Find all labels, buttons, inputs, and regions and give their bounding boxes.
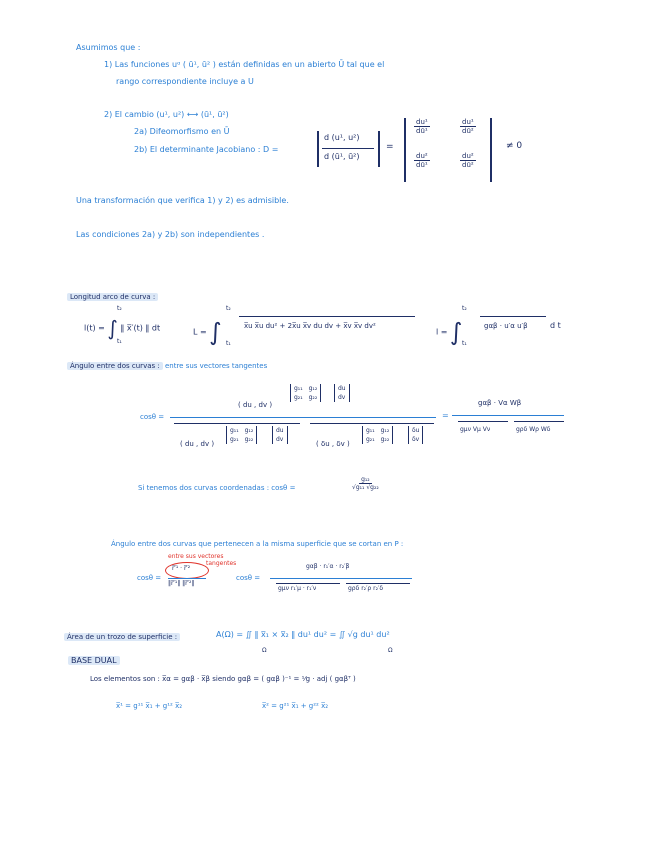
surface-cos2-radical-1 (276, 583, 340, 584)
angle-den-matrix-1: g₁₁ g₁₂ g₂₁ g₂₂ (226, 426, 257, 444)
angle-rhs-den-2: gρδ Wρ Wδ (516, 426, 551, 433)
matrix-bar-left (404, 118, 406, 182)
jacobian-fraction-line (322, 148, 374, 149)
angle-rhs-radical-2 (514, 421, 564, 422)
surface-cos-lhs-2: cosθ = (236, 574, 261, 582)
area-omega-2: Ω (388, 647, 393, 654)
arc-formula-L-lower: t₁ (226, 340, 231, 347)
matrix-cell-11: $\frac{\text{du¹}}{\text{dū¹}}$ (416, 118, 428, 135)
matrix-bar-right (490, 118, 492, 182)
matrix-cell-22: $\frac{\text{du²}}{\text{dū²}}$ (462, 152, 474, 169)
surface-cos1-denominator: ‖r̅′¹‖ ‖r̅′²‖ (168, 580, 195, 587)
surface-cos2-fraction-line (270, 578, 412, 579)
arc-formula-l-body: gαβ · u′α u′β (484, 322, 528, 330)
tangent-vectors-note-1: entre sus vectores (168, 553, 224, 560)
arc-formula-l-dt: d t (550, 321, 561, 330)
condition-1-line-2: rango correspondiente incluye a U (116, 77, 254, 86)
arc-formula-l: l = ∫ (436, 318, 463, 346)
condition-1-line-1: 1) Las funciones uᵅ ( ū¹, ū² ) están definidas en un abierto Ū tal que el (104, 60, 385, 69)
angle-main-fraction-line (170, 417, 436, 418)
arc-formula-L-body: x̅u x̅u du² + 2x̅u x̅v du dv + x̅v x̅v dv² (244, 322, 376, 330)
arc-formula-l-upper: t₂ (462, 305, 467, 312)
angle-den-radical-2 (310, 423, 434, 424)
arc-formula-l-lower: t₁ (462, 340, 467, 347)
angle-den-radical-1 (174, 423, 300, 424)
matrix-cell-21: $\frac{\text{du²}}{\text{dū¹}}$ (416, 152, 428, 169)
arc-formula-L: L = ∫ (193, 318, 222, 346)
coordinate-curves-text: Si tenemos dos curvas coordenadas : cosθ = (138, 484, 296, 492)
surface-cos1-fraction-line (168, 578, 206, 579)
arc-formula-L-upper: t₂ (226, 305, 231, 312)
angle-rhs-den-1: gμν Vμ Vν (460, 426, 491, 433)
nonzero-symbol: ≠ 0 (506, 141, 523, 151)
arc-formula-l-radical (480, 316, 546, 317)
surface-cos1-numerator: r̅′¹ · r̅′² (172, 565, 191, 572)
arc-formula-lt-upper: t₂ (117, 305, 122, 312)
angle-num-column: du dv (334, 384, 350, 402)
angle-num-matrix: g₁₁ g₁₂ g₂₁ g₂₂ (290, 384, 321, 402)
angle-label-row (67, 362, 267, 370)
arc-formula-L-radical (239, 316, 415, 317)
condition-2b: 2b) El determinante Jacobiano : D = (134, 145, 279, 154)
angle-rhs-radical-1 (458, 421, 508, 422)
area-formula: A(Ω) = ∬ ‖ x̅₁ × x̅₂ ‖ du¹ du² = ∬ √g du¹ du² (216, 630, 390, 639)
tangent-vectors-note-2: tangentes (206, 560, 237, 567)
area-omega-1: Ω (262, 647, 267, 654)
angle-cos-lhs: cosθ = (140, 413, 165, 421)
jacobian-numerator: d (u¹, u²) (324, 133, 360, 142)
independence-statement: Las condiciones 2a) y 2b) son independientes . (76, 230, 265, 239)
matrix-cell-12: $\frac{\text{du¹}}{\text{dū²}}$ (462, 118, 474, 135)
jacobian-bar-left (317, 131, 319, 167)
angle-den-matrix-2: g₁₁ g₁₂ g₂₁ g₂₂ (362, 426, 393, 444)
condition-2: 2) El cambio (u¹, u²) ⟷ (ū¹, ū²) (104, 110, 229, 119)
surface-cos2-numerator: gαβ · r₁′α · r₂′β (306, 563, 350, 570)
dual-basis-eq-1: x̅¹ = g¹¹ x̅₁ + g¹² x̅₂ (116, 702, 183, 710)
arc-formula-lt-lower: t₁ (117, 338, 122, 345)
surface-cos2-den-1: gμν r₁′μ · r₁′ν (278, 585, 317, 592)
coordinate-curves-fraction: $\frac{\text{g₁₂}}{\text{√g₁₁ √g₂₂}}$ (352, 476, 379, 491)
angle-den-vector-2: ( δu , δv ) (316, 440, 350, 448)
angle-equals: = (442, 411, 449, 420)
jacobian-equals: = (386, 142, 394, 152)
angle-den-column-1: du dv (272, 426, 288, 444)
condition-2a: 2a) Difeomorfismo en Ū (134, 127, 230, 136)
jacobian-denominator: d (ū¹, ū²) (324, 152, 360, 161)
angle-label-rest: entre sus vectores tangentes (162, 362, 268, 370)
admissible-statement: Una transformación que verifica 1) y 2) es admisible. (76, 196, 289, 205)
angle-label: Ángulo entre dos curvas : (67, 362, 163, 370)
angle-den-column-2: δu δv (408, 426, 423, 444)
surface-cos2-den-2: gρδ r₂′ρ r₂′δ (348, 585, 384, 592)
area-label: Área de un trozo de superficie : (64, 633, 180, 641)
angle-rhs-numerator: gαβ · Vα Wβ (478, 399, 522, 407)
angle-rhs-fraction-line (452, 415, 564, 416)
angle-den-vector-1: ( du , dv ) (180, 440, 215, 448)
surface-angle-title: Ángulo entre dos curvas que pertenecen a la misma superficie que se cortan en P : (111, 540, 404, 548)
dual-basis-definition: Los elementos son : x̅α = gαβ · x̅β siendo gαβ = ( gαβ )⁻¹ = ¹⁄g · adj ( gαβᵀ ) (90, 675, 356, 683)
arc-formula-lt: l(t) = ∫ ‖ x̅′(t) ‖ dt (84, 316, 161, 340)
angle-num-vector: ( du , dv ) (238, 401, 273, 409)
surface-cos2-radical-2 (346, 583, 410, 584)
dual-basis-title: BASE DUAL (68, 656, 120, 665)
surface-cos-lhs-1: cosθ = (137, 574, 162, 582)
jacobian-bar-right (378, 131, 380, 167)
intro-heading: Asumimos que : (76, 43, 141, 52)
arc-length-label: Longitud arco de curva : (67, 293, 158, 301)
dual-basis-eq-2: x̅² = g²¹ x̅₁ + g²² x̅₂ (262, 702, 329, 710)
